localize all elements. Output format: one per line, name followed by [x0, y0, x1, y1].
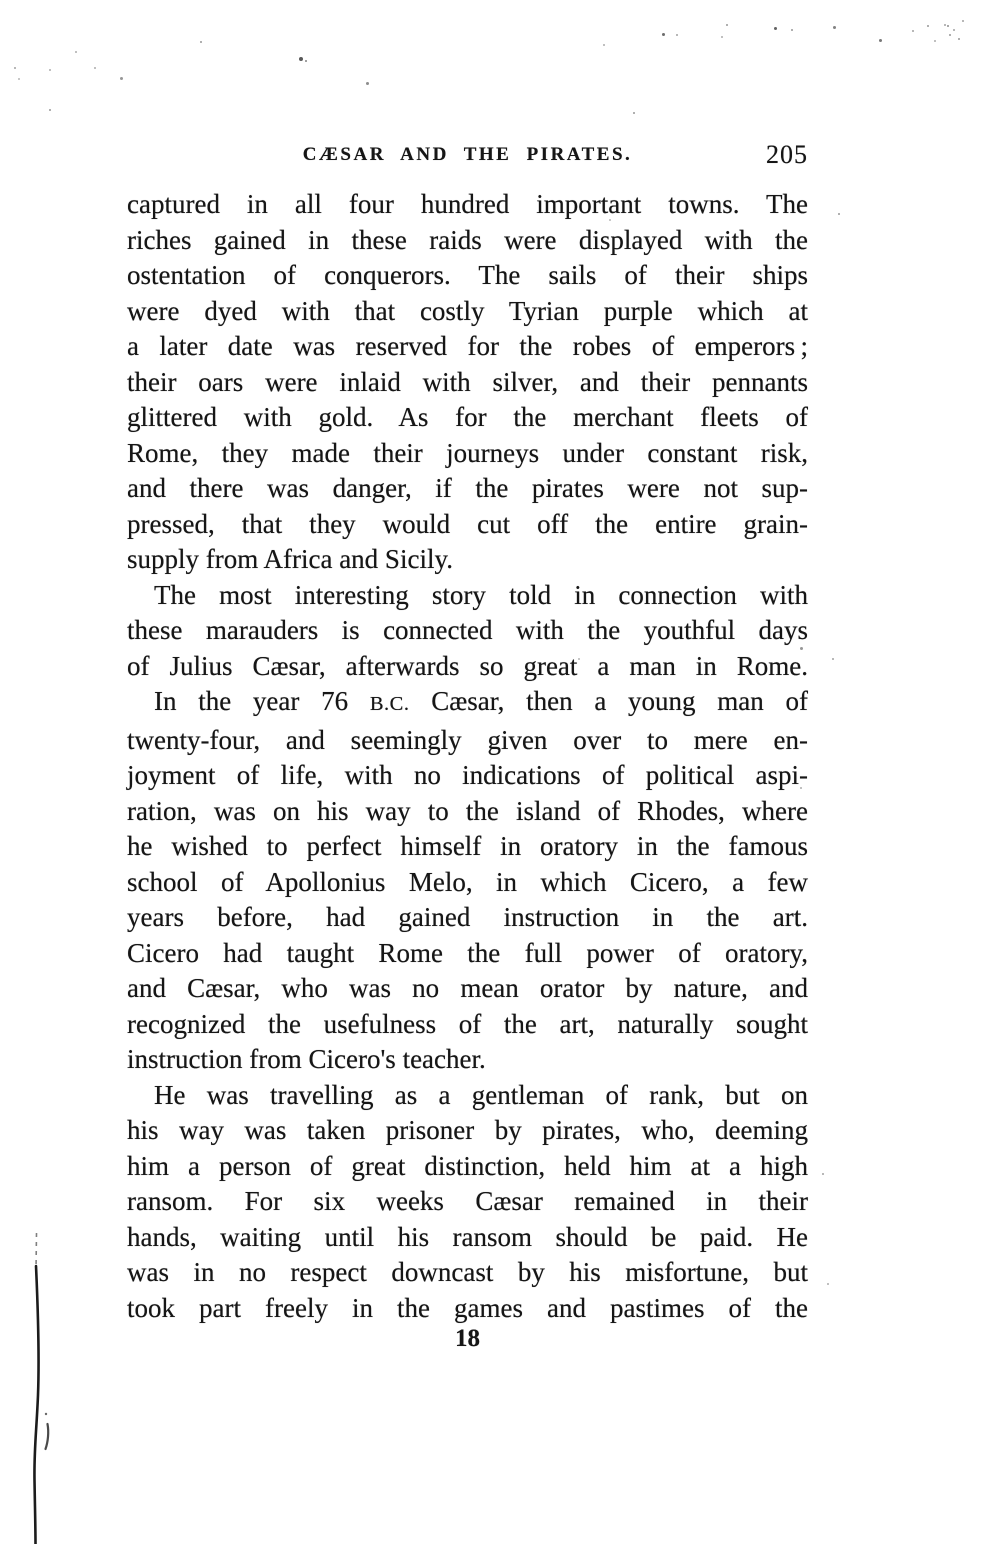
text-line: a later date was reserved for the robes of emperors ; — [127, 331, 808, 361]
paragraph-4 — [127, 1078, 808, 1327]
scan-speckle — [879, 39, 882, 42]
running-title: CÆSAR AND THE PIRATES. — [302, 144, 633, 165]
text-line: years before, had gained instruction in the art. — [127, 902, 808, 932]
text-line: of Julius Cæsar, afterwards so great a man in Rome. — [127, 650, 808, 681]
scan-speckle — [822, 1173, 824, 1175]
scan-speckle — [962, 20, 964, 22]
text-line — [127, 684, 808, 723]
text-line: hands, waiting until his ransom should be paid. He — [127, 1221, 808, 1252]
scan-speckle — [927, 25, 929, 27]
scan-speckle — [949, 34, 951, 36]
page-number: 205 — [766, 140, 808, 169]
text-line: glittered with gold. As for the merchant fleets of — [127, 402, 808, 432]
text-line: he wished to perfect himself in oratory in the famous — [127, 831, 808, 861]
paragraph-3 — [127, 684, 808, 1078]
text-line: riches gained in these raids were displayed with the — [127, 224, 808, 255]
scan-speckle — [838, 213, 840, 215]
scan-speckle — [75, 51, 77, 53]
text-line: joyment of life, with no indications of political aspi- — [127, 760, 808, 790]
scan-speckle — [726, 24, 728, 26]
scan-speckle — [49, 109, 51, 111]
text-line: and Cæsar, who was no mean orator by nature, and — [127, 973, 808, 1003]
paragraph-2 — [127, 578, 808, 685]
scan-speckle — [94, 67, 96, 69]
text-line: ransom. For six weeks Cæsar remained in their — [127, 1186, 808, 1216]
page-text — [127, 187, 808, 1326]
scan-speckle — [662, 33, 665, 36]
scan-speckle — [912, 30, 914, 32]
scan-speckle — [832, 658, 834, 660]
text-line: and there was danger, if the pirates were not sup- — [127, 473, 808, 503]
text-segment: In the year 76 — [154, 686, 370, 716]
scan-speckle — [934, 40, 936, 42]
scan-speckle — [827, 1283, 829, 1285]
text-segment: Cæsar, then a young man of — [409, 686, 808, 716]
scan-speckle — [603, 44, 605, 46]
scan-speckle — [953, 29, 955, 31]
scan-speckle — [791, 29, 793, 31]
text-line: twenty-four, and seemingly given over to mere en- — [127, 724, 808, 755]
scan-speckle — [676, 34, 678, 36]
page-header — [127, 140, 808, 174]
text-line: school of Apollonius Melo, in which Cicero, a few — [127, 866, 808, 897]
text-line: took part freely in the games and pastimes of the — [127, 1292, 808, 1323]
text-line: recognized the usefulness of the art, naturally sought — [127, 1008, 808, 1039]
small-caps-abbreviation: B.C. — [369, 693, 410, 715]
text-line: his way was taken prisoner by pirates, who, deeming — [127, 1115, 808, 1145]
scan-speckle — [299, 57, 303, 61]
text-line: supply from Africa and Sicily. — [127, 544, 453, 574]
text-line: Cicero had taught Rome the full power of oratory, — [127, 937, 808, 968]
text-line: instruction from Cicero's teacher. — [127, 1044, 486, 1074]
scan-speckle — [833, 26, 836, 29]
text-line: him a person of great distinction, held him at a high — [127, 1150, 808, 1181]
text-line: The most interesting story told in connection with — [154, 579, 808, 610]
scan-speckle — [774, 27, 777, 30]
scan-speckle — [200, 41, 202, 43]
scan-speckle — [958, 38, 960, 40]
text-line: captured in all four hundred important towns. The — [127, 189, 808, 219]
text-line: ration, was on his way to the island of Rhodes, where — [127, 795, 808, 826]
text-line: ostentation of conquerors. The sails of their ships — [127, 260, 808, 290]
scan-speckle — [305, 60, 307, 62]
text-line: was in no respect downcast by his misfortune, but — [127, 1257, 808, 1287]
scan-speckle — [721, 36, 723, 38]
signature-mark: 18 — [455, 1325, 480, 1352]
text-line: Rome, they made their journeys under constant risk, — [127, 437, 808, 468]
text-line: were dyed with that costly Tyrian purple which at — [127, 295, 808, 326]
scan-speckle — [944, 24, 946, 26]
scan-speckle — [120, 77, 123, 80]
paragraph-1 — [127, 187, 808, 578]
text-line: He was travelling as a gentleman of rank, but on — [154, 1079, 808, 1110]
scan-speckle — [633, 112, 635, 114]
scan-speckle — [49, 69, 51, 71]
scan-speckle — [366, 82, 369, 85]
scan-speckle — [18, 78, 20, 80]
text-line: their oars were inlaid with silver, and their pennants — [127, 366, 808, 397]
scan-speckle — [14, 67, 16, 69]
text-line: these marauders is connected with the youthful days — [127, 615, 808, 645]
scan-speckle — [947, 25, 949, 27]
text-line: pressed, that they would cut off the entire grain- — [127, 508, 808, 539]
